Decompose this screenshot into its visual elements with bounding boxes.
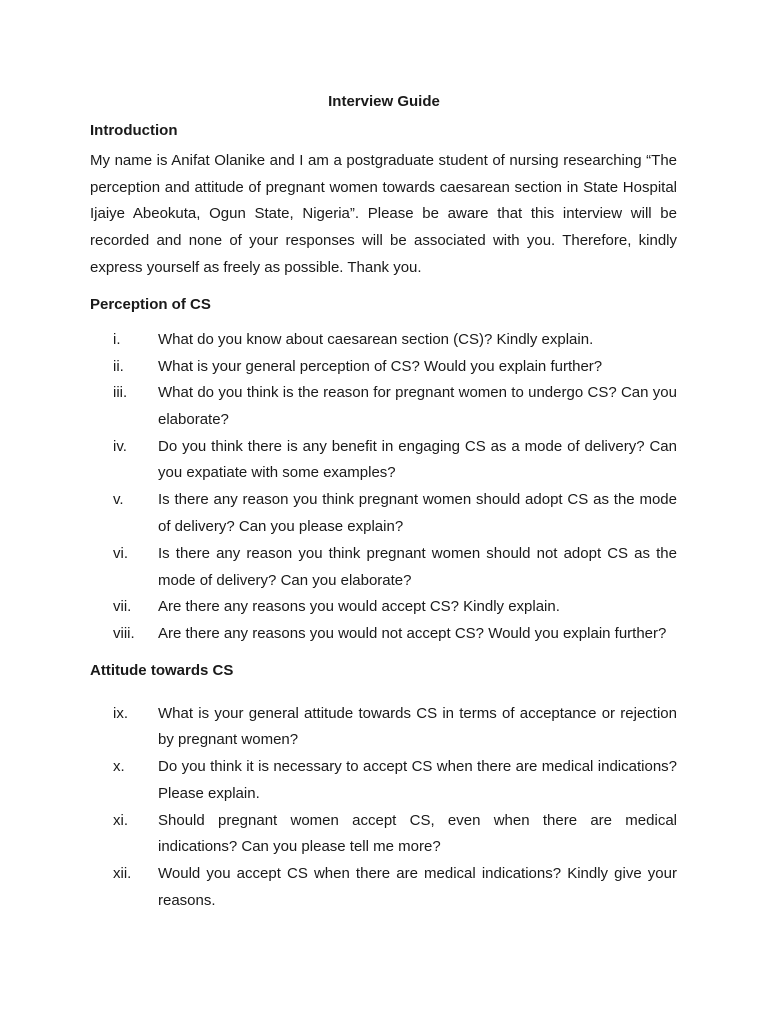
list-item-text: Should pregnant women accept CS, even when there are medical <box>158 812 677 829</box>
list-item-text: Are there any reasons you would not accept CS? Would you explain further? <box>158 625 667 642</box>
list-item-text: What do you know about caesarean section (CS)? Kindly explain. <box>158 331 594 348</box>
list-item-text: What do you think is the reason for pregnant women to undergo CS? Can you <box>158 384 677 401</box>
list-item-number: v. <box>113 491 124 508</box>
paragraph-line: express yourself as freely as possible. Thank you. <box>90 259 422 276</box>
paragraph-line: recorded and none of your responses will be associated with you. Therefore, kindly <box>90 232 677 249</box>
list-item-text: elaborate? <box>158 411 229 428</box>
list-item-text: Is there any reason you think pregnant women should not adopt CS as the <box>158 545 677 562</box>
list-item-number: i. <box>113 331 121 348</box>
list-item-number: xii. <box>113 865 132 882</box>
list-item-number: x. <box>113 758 125 775</box>
list-item-text: Do you think there is any benefit in engaging CS as a mode of delivery? Can <box>158 438 677 455</box>
list-item-text: Are there any reasons you would accept CS? Kindly explain. <box>158 598 560 615</box>
section-heading-perception: Perception of CS <box>90 296 211 313</box>
list-item-text: Please explain. <box>158 785 260 802</box>
paragraph-line: perception and attitude of pregnant women towards caesarean section in State Hospital <box>90 179 677 196</box>
list-item-text: reasons. <box>158 892 216 909</box>
section-heading-introduction: Introduction <box>90 122 178 139</box>
list-item-number: ix. <box>113 705 128 722</box>
section-heading-attitude: Attitude towards CS <box>90 662 234 679</box>
paragraph-line: Ijaiye Abeokuta, Ogun State, Nigeria”. Please be aware that this interview will be <box>90 205 677 222</box>
list-item-text: indications? Can you please tell me more? <box>158 838 441 855</box>
list-item-number: xi. <box>113 812 128 829</box>
list-item-number: vi. <box>113 545 128 562</box>
list-item-number: iii. <box>113 384 128 401</box>
list-item-text: What is your general perception of CS? Would you explain further? <box>158 358 603 375</box>
list-item-number: iv. <box>113 438 127 455</box>
document-title: Interview Guide <box>328 93 440 110</box>
list-item-text: Do you think it is necessary to accept CS when there are medical indications? <box>158 758 677 775</box>
paragraph-line: My name is Anifat Olanike and I am a postgraduate student of nursing researching “The <box>90 152 677 169</box>
list-item-text: mode of delivery? Can you elaborate? <box>158 572 412 589</box>
list-item-number: viii. <box>113 625 135 642</box>
list-item-text: Would you accept CS when there are medical indications? Kindly give your <box>158 865 677 882</box>
list-item-number: vii. <box>113 598 132 615</box>
list-item-text: of delivery? Can you please explain? <box>158 518 404 535</box>
list-item-text: by pregnant women? <box>158 731 299 748</box>
list-item-text: What is your general attitude towards CS in terms of acceptance or rejection <box>158 705 677 722</box>
list-item-number: ii. <box>113 358 124 375</box>
list-item-text: Is there any reason you think pregnant women should adopt CS as the mode <box>158 491 677 508</box>
list-item-text: you expatiate with some examples? <box>158 464 396 481</box>
